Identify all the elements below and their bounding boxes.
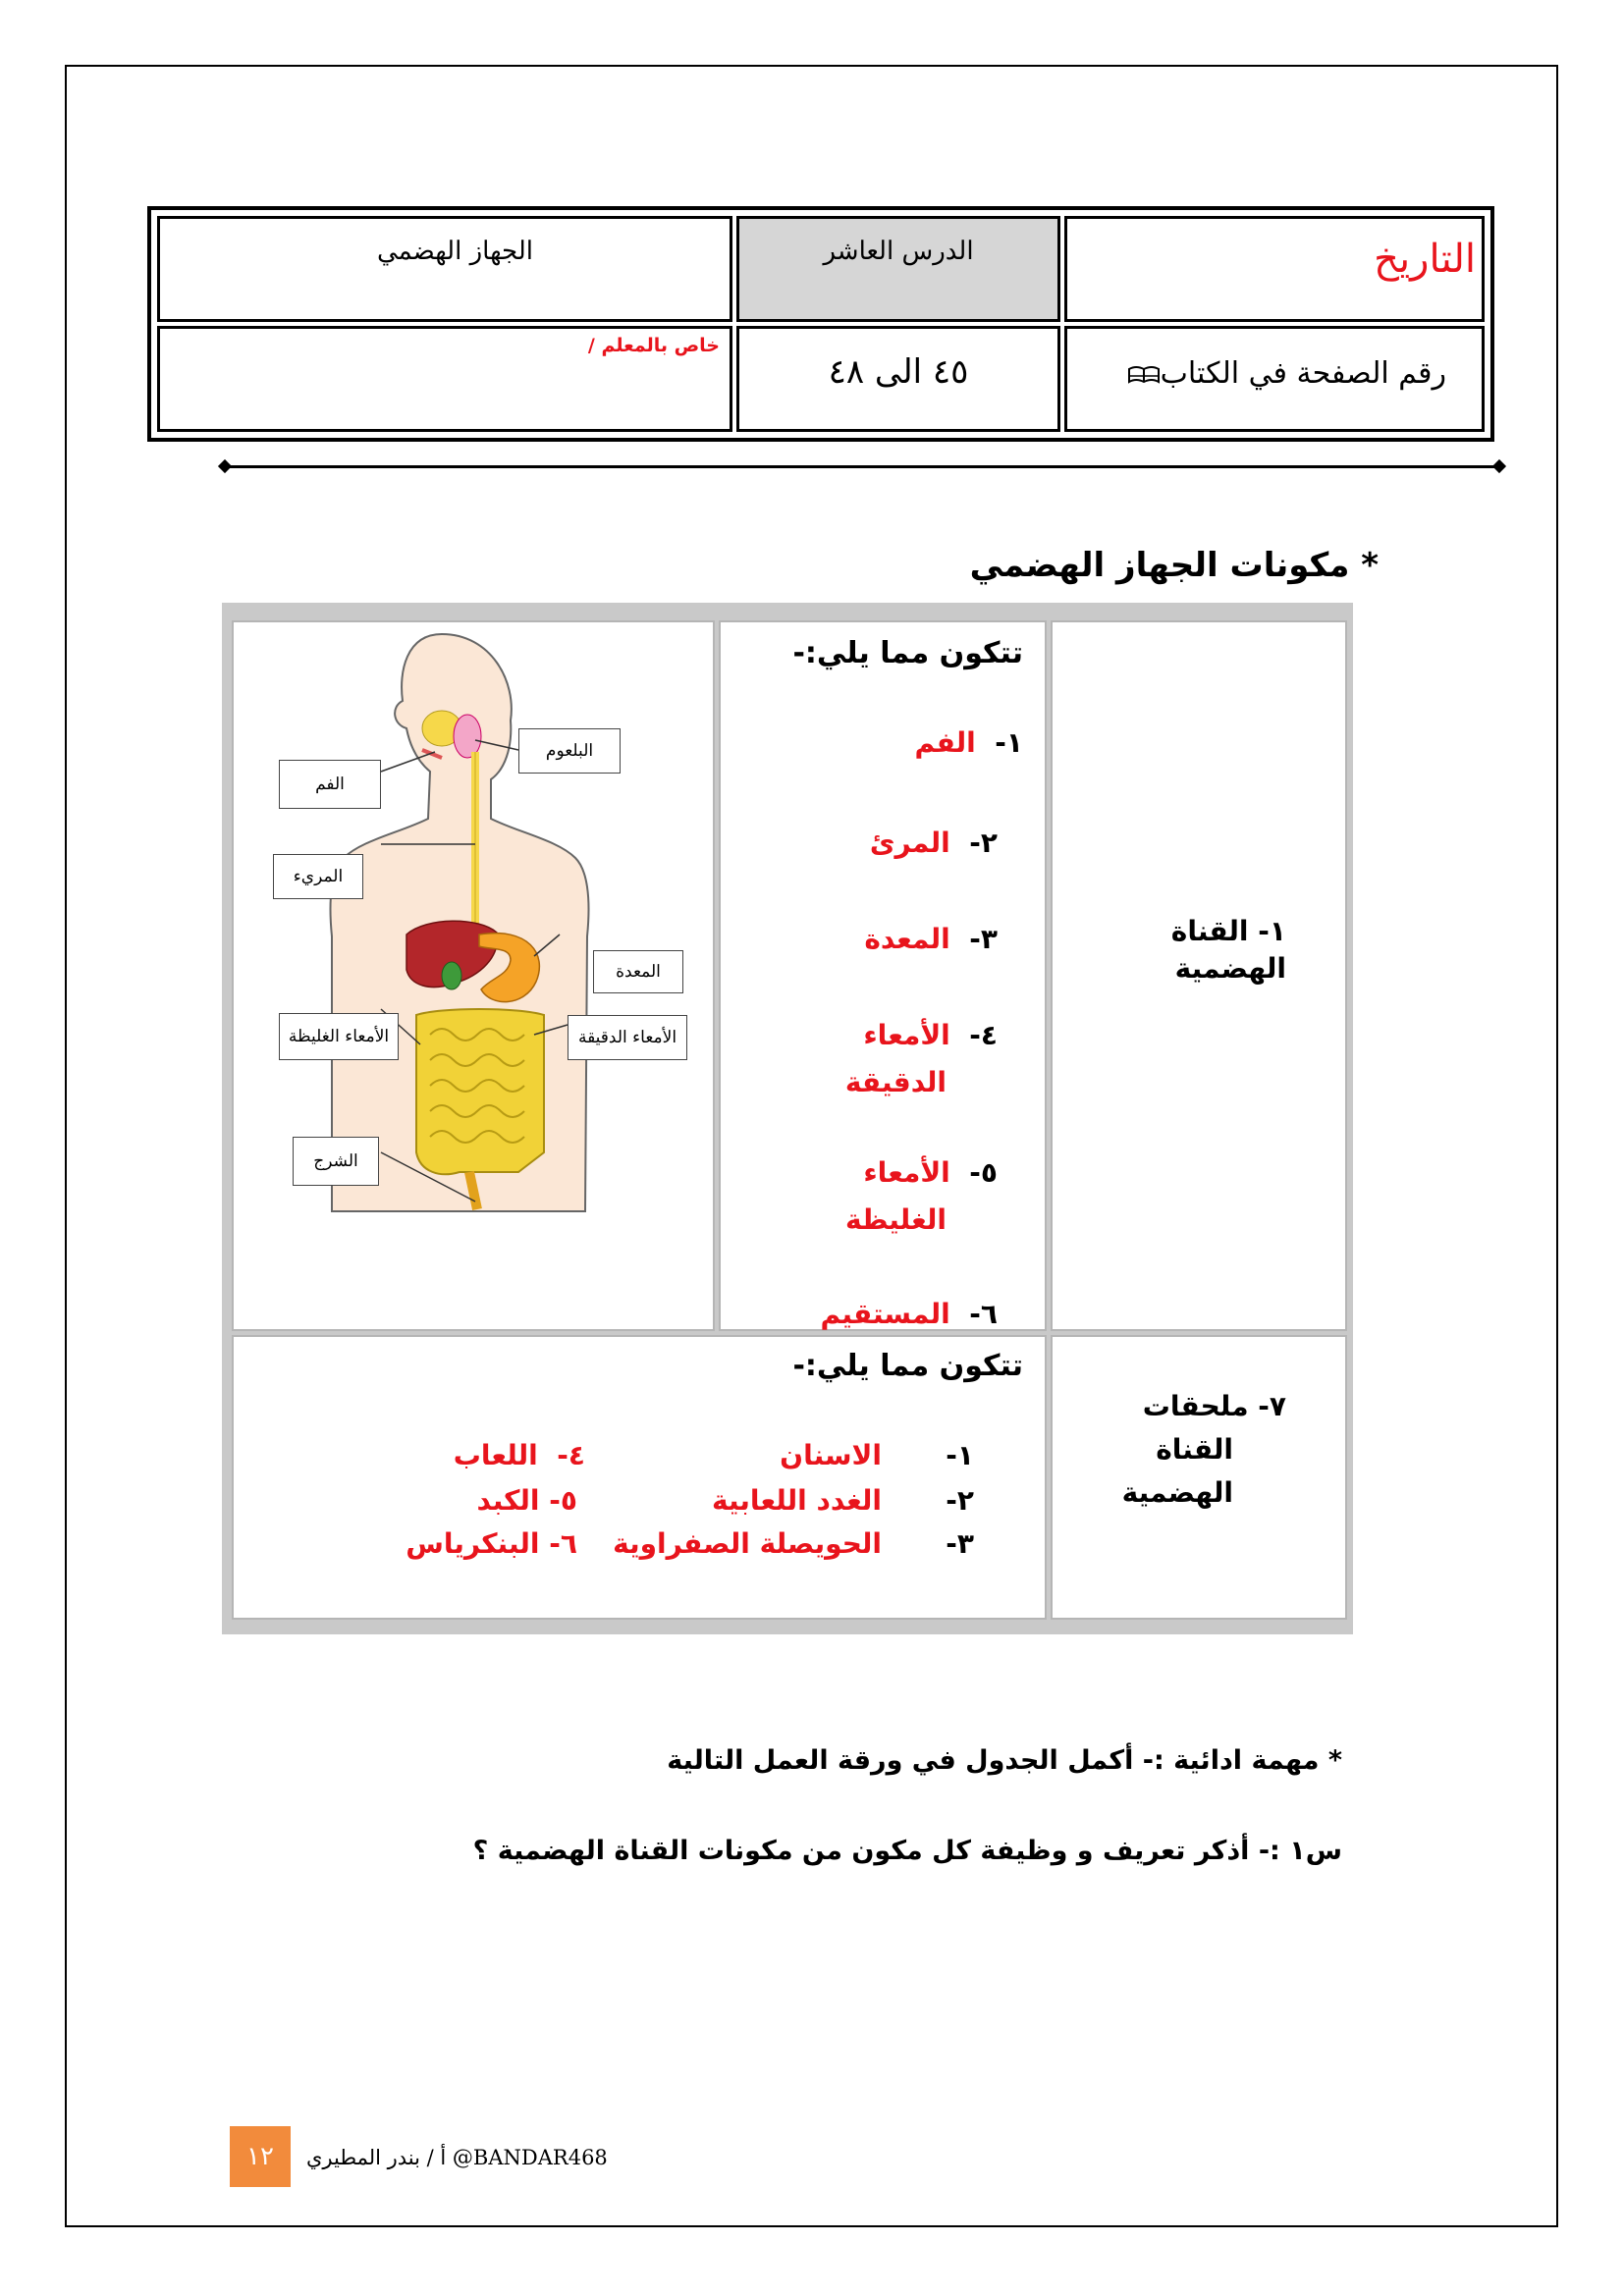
accessory-heading-1: ٧- ملحقات bbox=[1142, 1390, 1286, 1422]
canal-item-6 bbox=[820, 1298, 998, 1330]
footer-credit: أ / بندر المطيري @BANDAR468 bbox=[306, 2146, 608, 2169]
canal-item-text: الأمعاء bbox=[863, 1156, 950, 1189]
accessory-item-text: اللعاب bbox=[453, 1439, 538, 1471]
lesson-title: الجهاز الهضمي bbox=[376, 237, 533, 266]
label-mouth: الفم bbox=[279, 760, 381, 809]
page-number: ١٢ bbox=[230, 2126, 291, 2187]
page-label: رقم الصفحة في الكتاب bbox=[1160, 356, 1446, 391]
canal-item-text: المستقيم bbox=[820, 1298, 950, 1330]
canal-item-2 bbox=[870, 827, 998, 859]
canal-item-text: المعدة bbox=[864, 923, 950, 955]
canal-item-4-cont: الدقيقة bbox=[844, 1066, 947, 1098]
lesson-cell bbox=[736, 216, 1060, 322]
canal-item-num: ٤- bbox=[969, 1019, 998, 1051]
page-label-wrap bbox=[1127, 356, 1446, 391]
section-title: * مكونات الجهاز الهضمي bbox=[969, 546, 1379, 585]
canal-item-num: ٣- bbox=[969, 923, 998, 955]
accessory-heading-2: القناة bbox=[1156, 1433, 1233, 1466]
canal-item-num: ٢- bbox=[969, 827, 998, 859]
canal-item-num: ٥- bbox=[969, 1156, 998, 1189]
label-small-intestine: الأمعاء الدقيقة bbox=[568, 1015, 687, 1060]
accessory-item-text: البنكرياس bbox=[406, 1527, 540, 1560]
accessory-item-num: ٦- bbox=[549, 1527, 577, 1560]
page-range: ٤٥ الى ٤٨ bbox=[828, 352, 969, 392]
date-label: التاريخ bbox=[1374, 237, 1476, 282]
accessory-item-num: ٤- bbox=[557, 1439, 585, 1471]
accessory-item-num: ٥- bbox=[549, 1484, 577, 1517]
divider-line bbox=[224, 465, 1500, 468]
label-stomach: المعدة bbox=[593, 950, 683, 993]
accessory-item-3-num: ٣- bbox=[946, 1527, 974, 1560]
accessory-item-5 bbox=[477, 1484, 577, 1517]
teacher-note: خاص بالمعلم / bbox=[587, 335, 720, 356]
canal-item-4 bbox=[863, 1019, 998, 1051]
label-large-intestine: الأمعاء الغليظة bbox=[279, 1013, 399, 1060]
date-cell bbox=[1064, 216, 1485, 322]
canal-item-5 bbox=[863, 1156, 998, 1189]
accessory-item-1-num: ١- bbox=[946, 1439, 974, 1471]
canal-heading-1: ١- القناة bbox=[1170, 915, 1286, 947]
accessory-item-3-text: الحويصلة الصفراوية bbox=[613, 1527, 882, 1560]
canal-item-3 bbox=[864, 923, 998, 955]
lesson-label: الدرس العاشر bbox=[823, 237, 974, 266]
canal-heading-cell bbox=[1051, 620, 1347, 1331]
accessory-item-2-num: ٢- bbox=[946, 1484, 974, 1517]
performance-task: * مهمة ادائية :- أكمل الجدول في ورقة العمل التالية bbox=[667, 1745, 1342, 1776]
accessory-item-1-text: الاسنان bbox=[780, 1439, 882, 1471]
canal-item-text: الأمعاء bbox=[863, 1019, 950, 1051]
accessory-list-cell bbox=[232, 1335, 1047, 1620]
question-1: س١ :- أذكر تعريف و وظيفة كل مكون من مكونات القناة الهضمية ؟ bbox=[472, 1836, 1342, 1866]
accessory-intro: تتكون مما يلي:- bbox=[792, 1349, 1023, 1383]
accessory-heading-cell bbox=[1051, 1335, 1347, 1620]
header-table bbox=[147, 206, 1494, 442]
canal-item-text: الفم bbox=[914, 726, 976, 759]
canal-item-num: ٦- bbox=[969, 1298, 998, 1330]
canal-intro: تتكون مما يلي:- bbox=[792, 636, 1023, 670]
components-table bbox=[222, 603, 1353, 1634]
canal-item-text: المرئ bbox=[869, 827, 950, 859]
accessory-item-6 bbox=[406, 1527, 577, 1560]
diagram-cell bbox=[232, 620, 715, 1331]
canal-heading-2: الهضمية bbox=[1174, 952, 1286, 985]
canal-item-1 bbox=[915, 726, 1023, 759]
accessory-item-4 bbox=[454, 1439, 585, 1471]
page-range-cell bbox=[736, 326, 1060, 432]
lesson-title-cell bbox=[157, 216, 732, 322]
label-anus: الشرج bbox=[293, 1137, 379, 1186]
accessory-item-2-text: الغدد اللعابية bbox=[712, 1484, 882, 1517]
canal-list-cell bbox=[719, 620, 1047, 1331]
accessory-item-text: الكبد bbox=[476, 1484, 540, 1517]
accessory-heading-3: الهضمية bbox=[1121, 1476, 1233, 1509]
teacher-cell bbox=[157, 326, 732, 432]
label-pharynx: البلعوم bbox=[518, 728, 621, 774]
page-label-cell bbox=[1064, 326, 1485, 432]
canal-item-5-cont: الغليظة bbox=[844, 1203, 947, 1236]
label-esophagus: المريء bbox=[273, 854, 363, 899]
canal-item-num: ١- bbox=[995, 726, 1023, 759]
book-icon bbox=[1127, 365, 1161, 385]
